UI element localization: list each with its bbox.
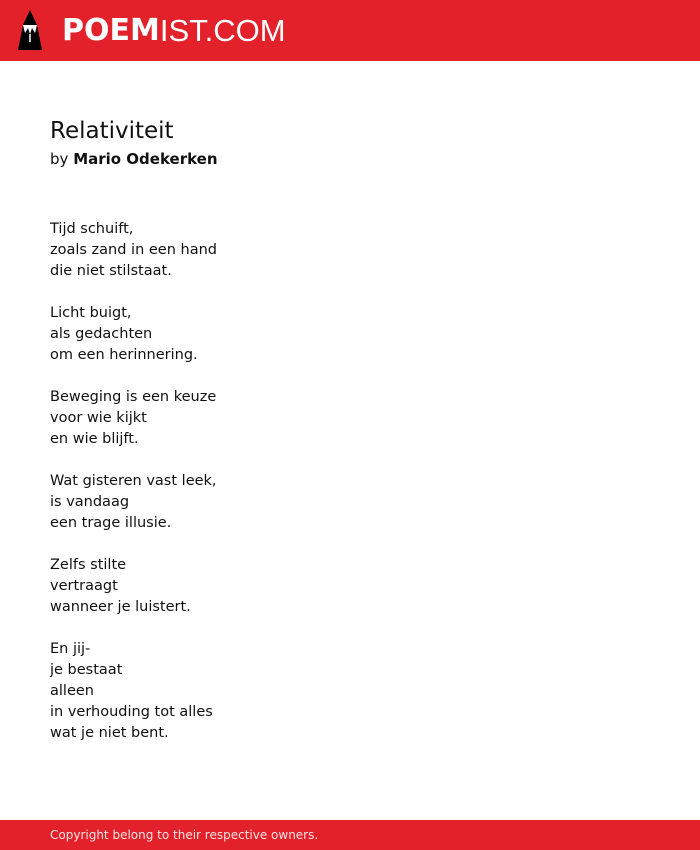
poem-body bbox=[50, 219, 650, 765]
poem-line: wanneer je luistert. bbox=[50, 599, 191, 615]
poem-line: En jij- bbox=[50, 641, 91, 657]
logo-text-bold: POEM bbox=[62, 13, 160, 48]
author-name[interactable]: Mario Odekerken bbox=[73, 150, 218, 168]
site-logo-link[interactable] bbox=[62, 11, 286, 51]
site-footer bbox=[0, 820, 700, 850]
poem-line: Licht buigt, bbox=[50, 305, 132, 321]
poem-line: alleen bbox=[50, 683, 94, 699]
logo-text-light: IST.COM bbox=[159, 13, 286, 48]
poem-line: en wie blijft. bbox=[50, 431, 139, 447]
poem-line: voor wie kijkt bbox=[50, 410, 147, 426]
poem-title: Relativiteit bbox=[50, 118, 174, 144]
stanza bbox=[50, 471, 650, 534]
poem-line: je bestaat bbox=[50, 662, 123, 678]
poem-line: die niet stilstaat. bbox=[50, 263, 172, 279]
stanza bbox=[50, 639, 650, 744]
stanza bbox=[50, 555, 650, 618]
byline-prefix: by bbox=[50, 150, 69, 168]
poem-line: Zelfs stilte bbox=[50, 557, 127, 573]
byline bbox=[50, 149, 218, 169]
poem-line: Beweging is een keuze bbox=[50, 389, 217, 405]
poem-line: vertraagt bbox=[50, 578, 118, 594]
stanza bbox=[50, 303, 650, 366]
stanza bbox=[50, 219, 650, 282]
poem-line: om een herinnering. bbox=[50, 347, 198, 363]
site-header bbox=[0, 0, 700, 61]
poem-line: als gedachten bbox=[50, 326, 153, 342]
poem-line: in verhouding tot alles bbox=[50, 704, 213, 720]
poem-line: Wat gisteren vast leek, bbox=[50, 473, 217, 489]
poem-line: zoals zand in een hand bbox=[50, 242, 217, 258]
poem-line: is vandaag bbox=[50, 494, 130, 510]
poem-line: een trage illusie. bbox=[50, 515, 172, 531]
stanza bbox=[50, 387, 650, 450]
copyright-notice: Copyright belong to their respective owners. bbox=[50, 828, 319, 842]
poem-line: wat je niet bent. bbox=[50, 725, 169, 741]
poem-line: Tijd schuift, bbox=[50, 221, 134, 237]
pencil-tip-icon[interactable] bbox=[17, 9, 43, 51]
